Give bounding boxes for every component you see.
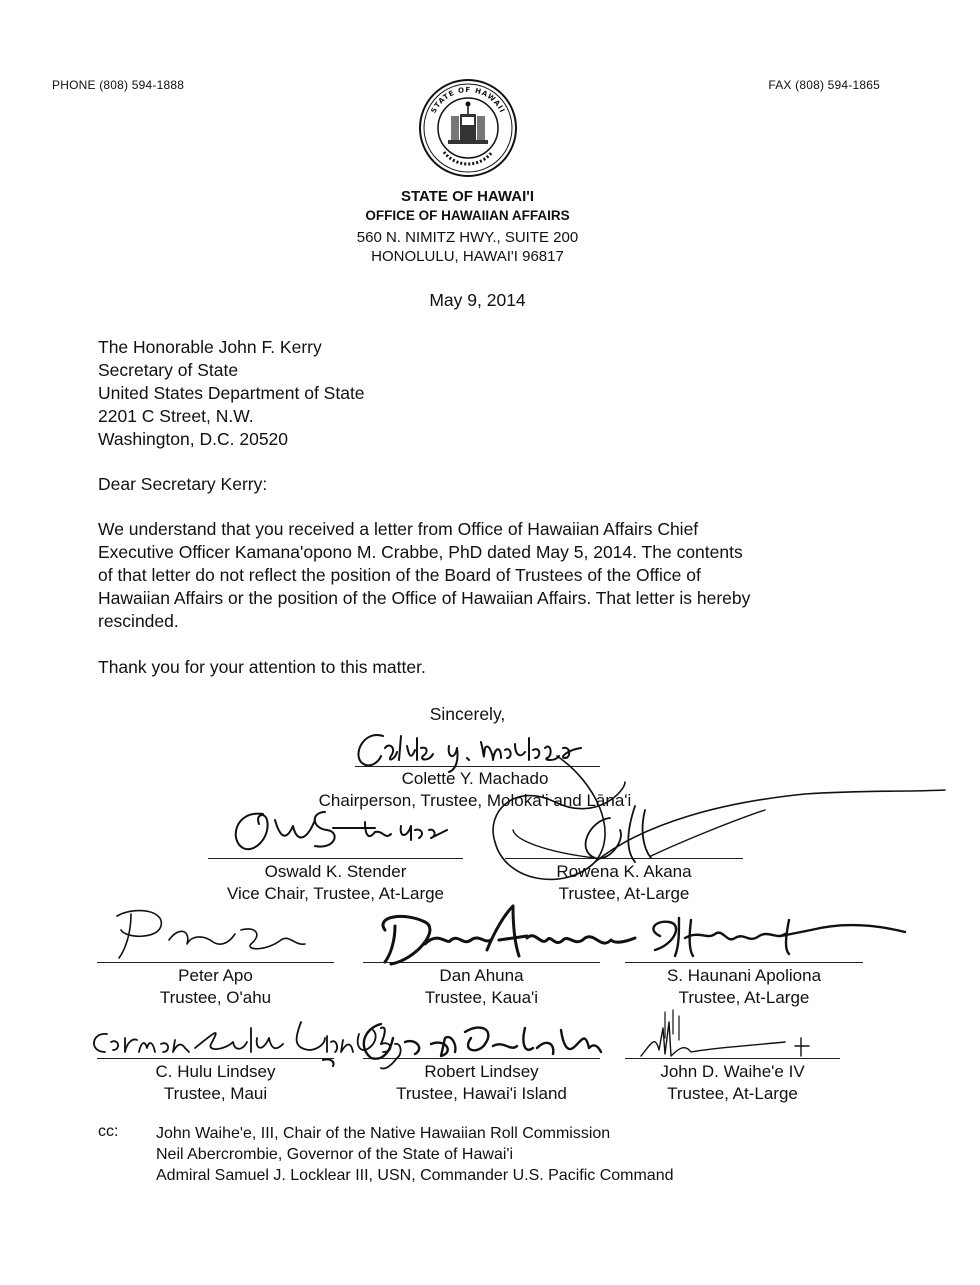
state-seal-icon bbox=[418, 78, 518, 178]
signatory-name: Dan Ahuna bbox=[439, 966, 524, 985]
recipient-line: The Honorable John F. Kerry bbox=[98, 337, 322, 357]
cc-line: John Waihe'e, III, Chair of the Native Hawaiian Roll Commission bbox=[156, 1125, 611, 1142]
signatory-title: Chairperson, Trustee, Moloka'i and Lāna'i bbox=[318, 791, 632, 810]
signatory-name: Colette Y. Machado bbox=[401, 769, 549, 788]
body-paragraph bbox=[98, 518, 878, 633]
fax-number: FAX (808) 594-1865 bbox=[768, 78, 880, 92]
signatory-name: C. Hulu Lindsey bbox=[155, 1062, 276, 1081]
body-line: rescinded. bbox=[98, 611, 179, 631]
letterhead-address-city: HONOLULU, HAWAI'I 96817 bbox=[371, 248, 564, 265]
signatory-apoliona bbox=[625, 965, 863, 1009]
signatory-ahuna bbox=[363, 965, 600, 1009]
recipient-line: United States Department of State bbox=[98, 383, 365, 403]
recipient-address bbox=[98, 336, 365, 451]
signatory-apo bbox=[97, 965, 334, 1009]
cc-line: Admiral Samuel J. Locklear III, USN, Commander U.S. Pacific Command bbox=[156, 1167, 674, 1184]
signatory-akana bbox=[505, 861, 743, 905]
letterhead-state: STATE OF HAWAI'I bbox=[400, 188, 534, 205]
recipient-line: Washington, D.C. 20520 bbox=[98, 429, 289, 449]
thanks-line: Thank you for your attention to this matter. bbox=[98, 657, 426, 677]
signatory-name: S. Haunani Apoliona bbox=[666, 966, 822, 985]
cc-line: Neil Abercrombie, Governor of the State of Hawai'i bbox=[156, 1146, 513, 1163]
signatory-name: John D. Waihe'e IV bbox=[660, 1062, 805, 1081]
signatory-title: Trustee, At-Large bbox=[667, 1084, 798, 1103]
signatory-c-lindsey bbox=[97, 1061, 334, 1105]
signature-apo-ahuna-apoliona-icon bbox=[95, 900, 915, 975]
body-line: We understand that you received a letter from Office of Hawaiian Affairs Chief bbox=[98, 519, 699, 539]
signatory-name: Peter Apo bbox=[178, 966, 253, 985]
signatory-name: Rowena K. Akana bbox=[556, 862, 692, 881]
signatory-name: Oswald K. Stender bbox=[264, 862, 407, 881]
phone-number: PHONE (808) 594-1888 bbox=[52, 78, 185, 92]
signatory-title: Trustee, At-Large bbox=[678, 988, 810, 1007]
recipient-line: 2201 C Street, N.W. bbox=[98, 406, 254, 426]
body-line: Executive Officer Kamana'opono M. Crabbe, PhD dated May 5, 2014. The contents bbox=[98, 542, 743, 562]
signatory-title: Trustee, Maui bbox=[163, 1084, 268, 1103]
signatory-stender bbox=[208, 861, 463, 905]
cc-label: cc: bbox=[98, 1123, 119, 1140]
cc-list bbox=[156, 1123, 674, 1186]
signatory-name: Robert Lindsey bbox=[424, 1062, 539, 1081]
letterhead-address-street: 560 N. NIMITZ HWY., SUITE 200 bbox=[356, 229, 579, 246]
signatory-title: Trustee, At-Large bbox=[558, 884, 690, 903]
letter-date: May 9, 2014 bbox=[429, 290, 526, 310]
signatory-title: Trustee, Hawai'i Island bbox=[396, 1084, 567, 1103]
body-line: of that letter do not reflect the position of the Board of Trustees of the Office of bbox=[98, 565, 701, 585]
letterhead-office: OFFICE OF HAWAIIAN AFFAIRS bbox=[365, 208, 570, 223]
closing: Sincerely, bbox=[429, 704, 506, 724]
signatory-title: Trustee, O'ahu bbox=[159, 988, 272, 1007]
recipient-line: Secretary of State bbox=[98, 360, 239, 380]
signatory-r-lindsey bbox=[363, 1061, 600, 1105]
svg-text:STATE OF HAWAII: STATE OF HAWAII bbox=[429, 85, 507, 115]
salutation: Dear Secretary Kerry: bbox=[98, 474, 268, 494]
body-line: Hawaiian Affairs or the position of the Office of Hawaiian Affairs. That letter is hereby bbox=[98, 588, 751, 608]
signatory-waihee bbox=[625, 1061, 840, 1105]
signatory-title: Vice Chair, Trustee, At-Large bbox=[226, 884, 445, 903]
signatory-title: Trustee, Kaua'i bbox=[424, 988, 539, 1007]
